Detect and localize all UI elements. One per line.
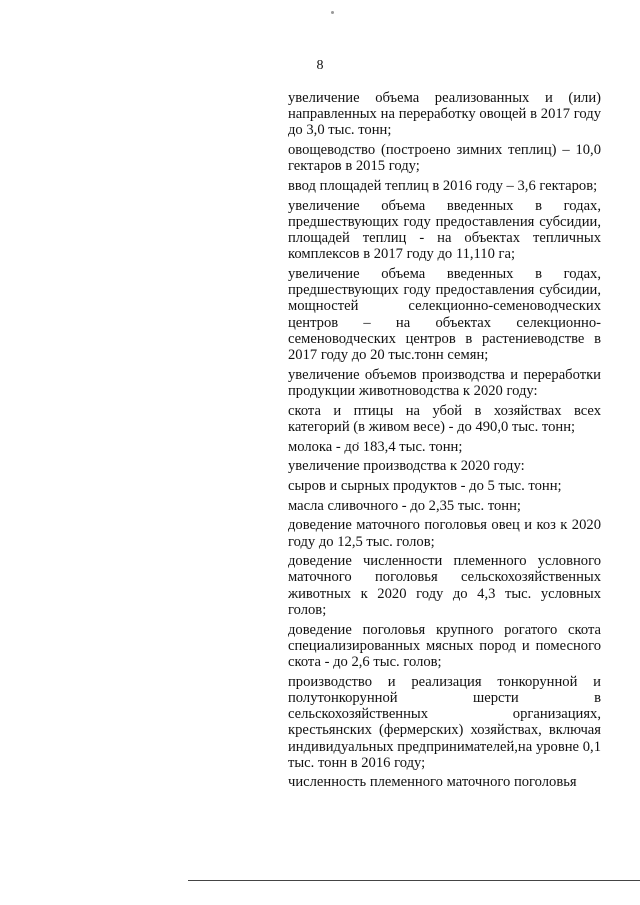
paragraph-slaughter: скота и птицы на убой в хозяйствах всех категорий (в живом весе) - до 490,0 тыс. тонн; — [288, 402, 601, 435]
paragraph-cheese: сыров и сырных продуктов - до 5 тыс. тонн; — [288, 477, 562, 494]
paragraph-sheep-goats: доведение маточного поголовья овец и коз к 2020 году до 12,5 тыс. голов; — [288, 517, 601, 550]
paragraph-seed-centers: увеличение объема введенных в годах, предшествующих году предоставления субсидии, мощностей селекционно-семеноводческих центров – на объектах селекционно-семеноводческих центров в растениеводстве в 2017 году до 20 тыс.тонн семян; — [288, 266, 601, 364]
paragraph-vegetables: увеличение объема реализованных и (или) направленных на переработку овощей в 2017 году до 3,0 тыс. тонн; — [288, 90, 601, 139]
paragraph-wool: производство и реализация тонкорунной и полутонкорунной шерсти в сельскохозяйственных организациях, крестьянских (фермерских) хозяйствах, включая индивидуальных предпринимателей,на уровне 0,1 тыс. тонн в 2016 году; — [288, 673, 601, 771]
scan-speck — [331, 11, 334, 14]
paragraph-greenhouses-built: овощеводство (построено зимних теплиц) – 10,0 гектаров в 2015 году; — [288, 142, 601, 175]
paragraph-greenhouse-complexes: увеличение объема введенных в годах, предшествующих году предоставления субсидии, площадей теплиц - на объектах тепличных комплексов в 2017 году до 11,110 га; — [288, 197, 601, 263]
page-number: 8 — [316, 58, 324, 73]
paragraph-breeding-headcount: численность племенного маточного поголовья — [288, 774, 577, 791]
document-body — [288, 90, 601, 794]
paragraph-cattle: доведение поголовья крупного рогатого скота специализированных мясных пород и помесного скота - до 2,6 тыс. голов; — [288, 621, 601, 670]
paragraph-greenhouse-input: ввод площадей теплиц в 2016 году – 3,6 гектаров; — [288, 178, 598, 195]
paragraph-breeding-livestock: доведение численности племенного условного маточного поголовья сельскохозяйственных животных к 2020 году до 4,3 тыс. условных голов; — [288, 553, 601, 618]
footer-rule — [188, 880, 640, 881]
paragraph-production-increase: увеличение производства к 2020 году: — [288, 458, 525, 475]
paragraph-milk: молока - до 183,4 тыс. тонн; — [288, 438, 463, 455]
paragraph-livestock-production: увеличение объемов производства и переработки продукции животноводства к 2020 году: — [288, 366, 601, 399]
paragraph-butter: масла сливочного - до 2,35 тыс. тонн; — [288, 497, 521, 514]
